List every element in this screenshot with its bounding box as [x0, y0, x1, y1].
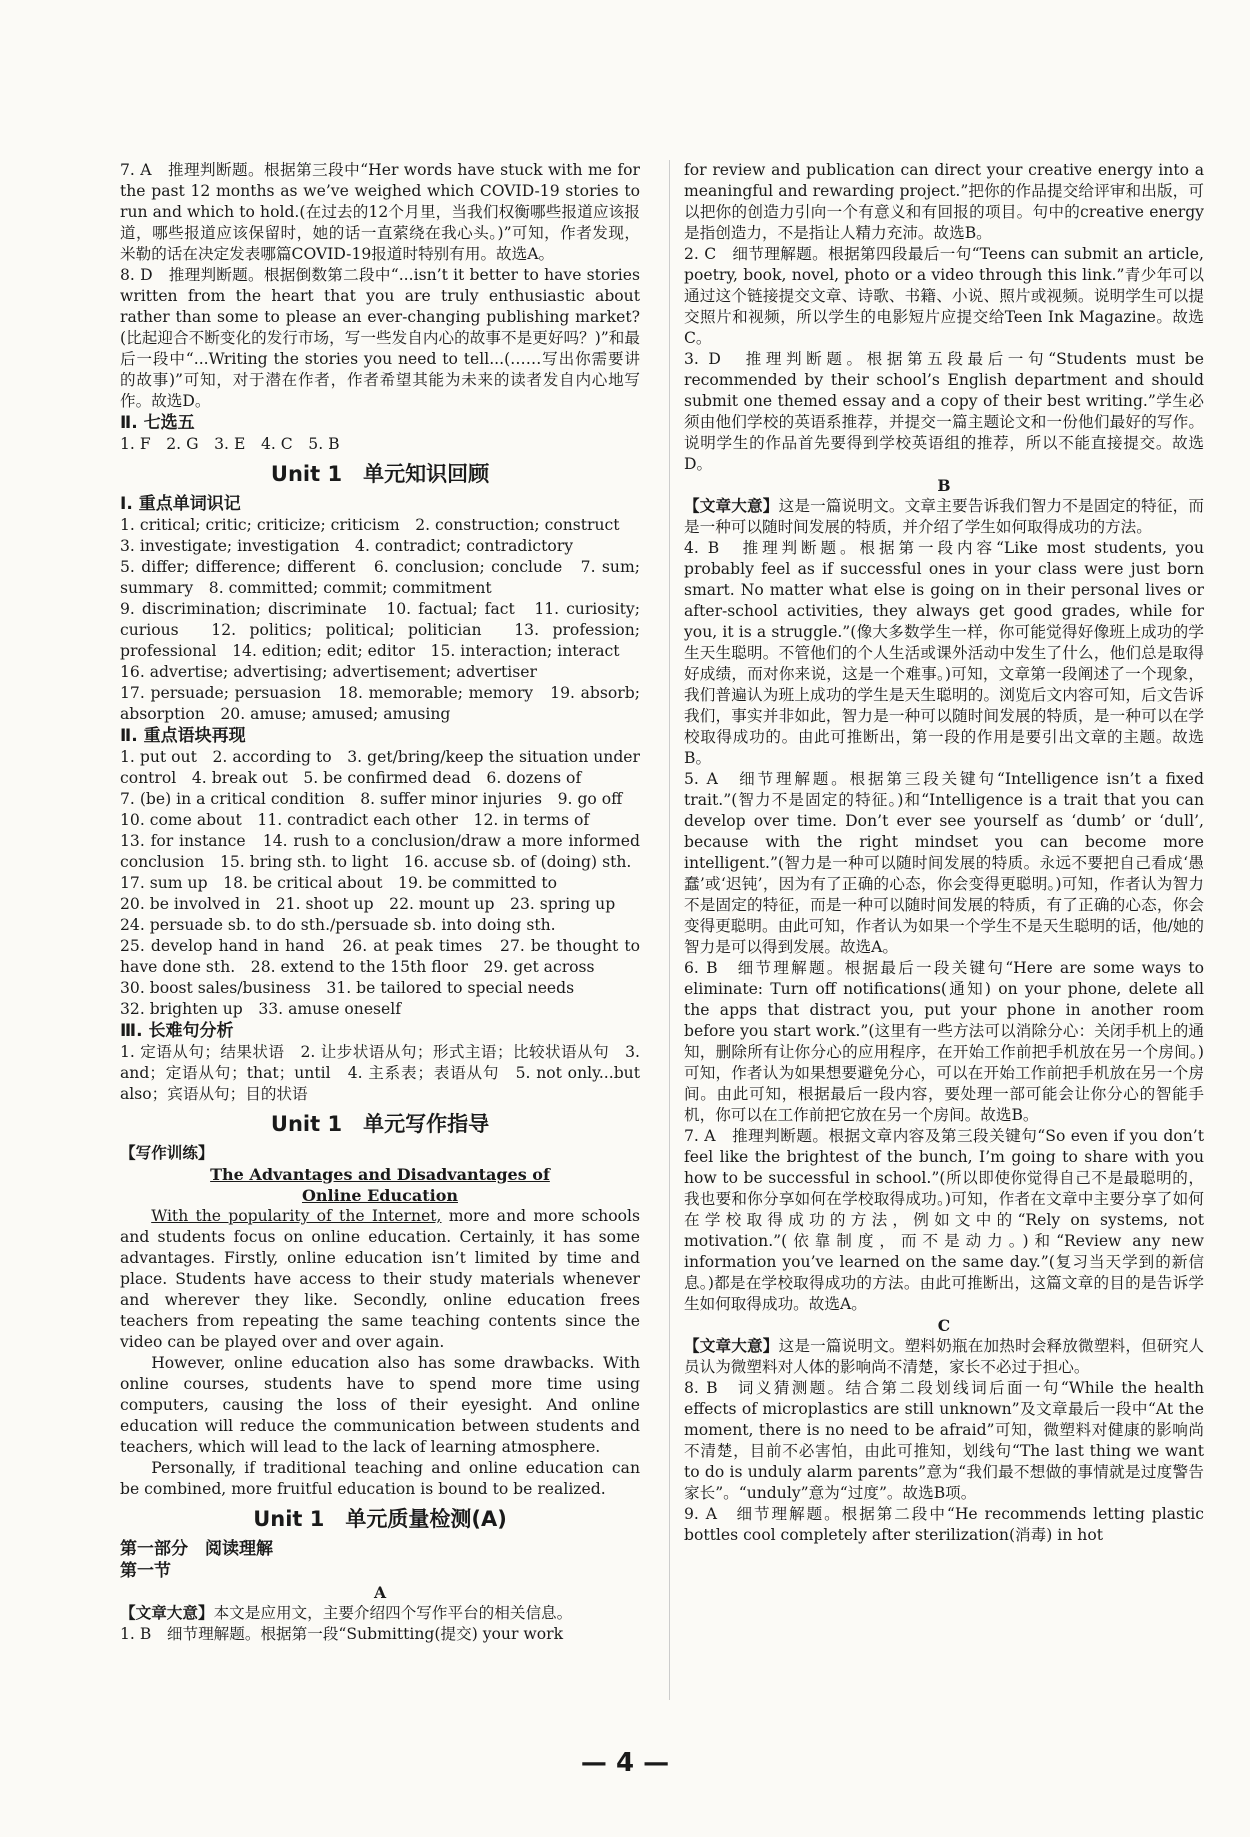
chunk-line: 20. be involved in 21. shoot up 22. mount up 23. spring up: [120, 895, 616, 913]
answer-q4: 4. B 推理判断题。根据第一段内容“Like most students, you probably feel as if successful ones in your class were just born smart. No matter what else is going on in their personal lives or after-school activities, they always get good grades, while for you, it is a struggle.”(像大多数学生一样，你可能觉得好像班上成功的学生天生聪明。不管他们的个人生活或课外活动中发生了什么，他们总是取得好成绩，而对你来说，这是一个难事。)可知，文章第一段阐述了一个现象，我们普遍认为班上成功的学生是天生聪明的。浏览后文内容可知，后文告诉我们，事实并非如此，智力是一种可以随时间发展的特质，是一种可以在学校取得成功的。由此可推断出，第一段的作用是要引出文章的主题。故选B。: [684, 539, 1204, 767]
essay-paragraph-1-rest: more and more schools and students focus on online education. Certainly, it has some advantages. Firstly, online education isn’t limited by time and place. Students have access to their study materials whenever and wherever they like. Secondly, online education frees teachers from repeating the same teaching contents since the video can be played over and over again.: [120, 1207, 640, 1351]
essay-paragraph-1: [120, 1206, 640, 1353]
answer-q1-continued: for review and publication can direct your creative energy into a meaningful and rewarding project.”把你的作品提交给评审和出版，可以把你的创造力引向一个有意义和有回报的项目。句中的creative energy是指创造力，不是指让人精力充沛。故选B。: [684, 161, 1204, 242]
chunk-line: 13. for instance 14. rush to a conclusion/draw a more informed conclusion 15. bring sth. to light 16. accuse sb. of (doing) sth.: [120, 832, 640, 871]
answer-q9: 9. A 细节理解题。根据第二段中“He recommends letting plastic bottles cool completely after sterilization(消毒) in hot: [684, 1505, 1204, 1544]
page-number: — 4 —: [580, 1748, 670, 1778]
summary-tag: 【文章大意】: [684, 1337, 779, 1355]
right-column: [684, 160, 1204, 1546]
chunk-line: 17. sum up 18. be critical about 19. be committed to: [120, 874, 558, 892]
long-sentence-header: Ⅲ. 长难句分析: [120, 1021, 234, 1041]
chunk-line: 30. boost sales/business 31. be tailored to special needs: [120, 979, 575, 997]
vocab-line: 16. advertise; advertising; advertisement; advertiser: [120, 663, 537, 681]
chunk-line: 24. persuade sb. to do sth./persuade sb. into doing sth.: [120, 916, 556, 934]
vocab-header: Ⅰ. 重点单词识记: [120, 494, 241, 514]
seven-choose-five-answers: 1. F 2. G 3. E 4. C 5. B: [120, 435, 340, 453]
vocab-line: 17. persuade; persuasion 18. memorable; memory 19. absorb; absorption 20. amuse; amused; amusing: [120, 684, 640, 723]
unit-quality-title: Unit 1 单元质量检测(A): [253, 1507, 507, 1531]
answer-q7: 7. A 推理判断题。根据第三段中“Her words have stuck with me for the past 12 months as we’ve weighed which COVID-19 stories to run and which to hold.(在过去的12个月里，当我们权衡哪些报道应该报道，哪些报道应该保留时，她的话一直萦绕在我心头。)”可知，作者发现，米勒的话在决定发表哪篇COVID-19报道时特别有用。故选A。: [120, 161, 640, 263]
left-column: [120, 160, 640, 1645]
summary-tag: 【文章大意】: [120, 1604, 214, 1622]
essay-paragraph-2: However, online education also has some drawbacks. With online courses, students have to spend more time using computers, causing the loss of their eyesight. And online education will reduce the communication between students and teachers, which will lead to the lack of learning atmosphere.: [120, 1354, 640, 1456]
column-divider: [669, 160, 670, 1700]
summary-tag: 【文章大意】: [684, 497, 779, 515]
passage-a-summary: [120, 1603, 640, 1624]
passage-b-summary: [684, 496, 1204, 538]
essay-title-line1: The Advantages and Disadvantages of: [210, 1165, 550, 1184]
chunk-line: 7. (be) in a critical condition 8. suffer minor injuries 9. go off: [120, 790, 623, 808]
chunk-header: Ⅱ. 重点语块再现: [120, 726, 246, 746]
passage-a-label: A: [373, 1583, 387, 1602]
essay-paragraph-3: Personally, if traditional teaching and online education can be combined, more fruitful education is bound to be realized.: [120, 1459, 640, 1498]
answer-q7b: 7. A 推理判断题。根据文章内容及第三段关键句“So even if you don’t feel like the brightest of the bunch, I’m going to share with you how to be successful in school.”(所以即使你觉得自己不是最聪明的，我也要和你分享如何在学校取得成功。)可知，作者在文章中主要分享了如何在学校取得成功的方法，例如文中的“Rely on systems, not motivation.”(依靠制度，而不是动力。)和“Review any new information you’ve learned on the same day.”(复习当天学到的新信息。)都是在学校取得成功的方法。由此可推断出，这篇文章的目的是告诉学生如何取得成功。故选A。: [684, 1127, 1204, 1313]
essay-title-line2: Online Education: [301, 1186, 458, 1205]
answer-q5: 5. A 细节理解题。根据第三段关键句“Intelligence isn’t a fixed trait.”(智力不是固定的特征。)和“Intelligence is a trait that you can develop over time. Don’t ever see yourself as ‘dumb’ or ‘dull’, because with the right mindset you can become more intelligent.”(智力是一种可以随时间发展的特质。永远不要把自己看成‘愚蠢’或‘迟钝’，因为有了正确的心态，你会变得更聪明。)可知，作者认为智力不是固定的特征，而是一种可以随时间发展的特质，有了正确的心态，你会变得更聪明。由此可知，作者认为如果一个学生不是天生聪明的话，他/她的智力是可以得到发展。故选A。: [684, 770, 1204, 956]
part-one-header: 第一部分 阅读理解: [120, 1539, 273, 1559]
essay-underlined-lead: With the popularity of the Internet,: [151, 1207, 442, 1225]
passage-c-label: C: [937, 1316, 951, 1335]
chunk-line: 1. put out 2. according to 3. get/bring/keep the situation under control 4. break out 5. be confirmed dead 6. dozens of: [120, 748, 640, 787]
unit-writing-title: Unit 1 单元写作指导: [270, 1112, 490, 1136]
vocab-line: 1. critical; critic; criticize; criticism 2. construction; construct: [120, 516, 620, 534]
passage-b-label: B: [937, 476, 951, 495]
summary-text: 这是一篇说明文。文章主要告诉我们智力不是固定的特征，而是一种可以随时间发展的特质，并介绍了学生如何取得成功的方法。: [684, 497, 1204, 536]
chunk-line: 10. come about 11. contradict each other 12. in terms of: [120, 811, 590, 829]
vocab-line: 9. discrimination; discriminate 10. factual; fact 11. curiosity; curious 12. politics; political; politician 13. profession; professional 14. edition; edit; editor 15. interaction; interact: [120, 600, 640, 660]
summary-text: 这是一篇说明文。塑料奶瓶在加热时会释放微塑料，但研究人员认为微塑料对人体的影响尚不清楚，家长不必过于担心。: [684, 1337, 1204, 1376]
writing-tag: 【写作训练】: [120, 1144, 214, 1162]
section-seven-choose-five: Ⅱ. 七选五: [120, 413, 195, 433]
answer-q1: 1. B 细节理解题。根据第一段“Submitting(提交) your work: [120, 1625, 564, 1643]
answer-q8c: 8. B 词义猜测题。结合第二段划线词后面一句“While the health effects of microplastics are still unknown”及文章最后一段中“At the moment, there is no need to be afraid”可知，微塑料对健康的影响尚不清楚，目前不必害怕，由此可推知，划线句“The last thing we want to do is unduly alarm parents”意为“我们最不想做的事情就是过度警告家长”。“unduly”意为“过度”。故选B项。: [684, 1379, 1204, 1502]
answer-q6: 6. B 细节理解题。根据最后一段关键句“Here are some ways to eliminate: Turn off notifications(通知) on your phone, delete all the apps that distract you, put your phone in another room before you start work.”(这里有一些方法可以消除分心：关闭手机上的通知，删除所有让你分心的应用程序，在开始工作前把手机放在另一个房间。)可知，作者认为如果想要避免分心，可以在开始工作前把手机放在另一个房间。由此可知，根据最后一段内容，要处理一部可能会让你分心的智能手机，你可以在工作前把它放在另一个房间。故选B。: [684, 959, 1204, 1124]
answer-page: [120, 160, 1204, 1720]
long-sentence-answers: 1. 定语从句；结果状语 2. 让步状语从句；形式主语；比较状语从句 3. and；定语从句；that；until 4. 主系表；表语从句 5. not only...but also；宾语从句；目的状语: [120, 1043, 640, 1103]
chunk-line: 25. develop hand in hand 26. at peak times 27. be thought to have done sth. 28. extend to the 15th floor 29. get across: [120, 937, 640, 976]
answer-q3: 3. D 推理判断题。根据第五段最后一句“Students must be recommended by their school’s English department and should submit one themed essay and a copy of their best writing.”学生必须由他们学校的英语系推荐，并提交一篇主题论文和一份他们最好的写作。说明学生的作品首先要得到学校英语组的推荐，所以不能直接提交。故选D。: [684, 350, 1204, 473]
unit-review-title: Unit 1 单元知识回顾: [270, 462, 490, 486]
summary-text: 本文是应用文，主要介绍四个写作平台的相关信息。: [213, 1604, 573, 1622]
answer-q8: 8. D 推理判断题。根据倒数第二段中“...isn’t it better to have stories written from the heart that you are truly enthusiastic about rather than some to please an ever-changing publishing market?(比起迎合不断变化的发行市场，写一些发自内心的故事不是更好吗？)”和最后一段中“...Writing the stories you need to tell...(……写出你需要讲的故事)”可知，对于潜在作者，作者希望其能为未来的读者发自内心地写作。故选D。: [120, 266, 640, 410]
vocab-line: 3. investigate; investigation 4. contradict; contradictory: [120, 537, 574, 555]
answer-q2: 2. C 细节理解题。根据第四段最后一句“Teens can submit an article, poetry, book, novel, photo or a video through this link.”青少年可以通过这个链接提交文章、诗歌、书籍、小说、照片或视频。说明学生可以提交照片和视频，所以学生的电影短片应提交给Teen Ink Magazine。故选C。: [684, 245, 1204, 347]
passage-c-summary: [684, 1336, 1204, 1378]
vocab-line: 5. differ; difference; different 6. conclusion; conclude 7. sum; summary 8. committed; commit; commitment: [120, 558, 640, 597]
section-one-header: 第一节: [120, 1561, 171, 1581]
chunk-line: 32. brighten up 33. amuse oneself: [120, 1000, 402, 1018]
